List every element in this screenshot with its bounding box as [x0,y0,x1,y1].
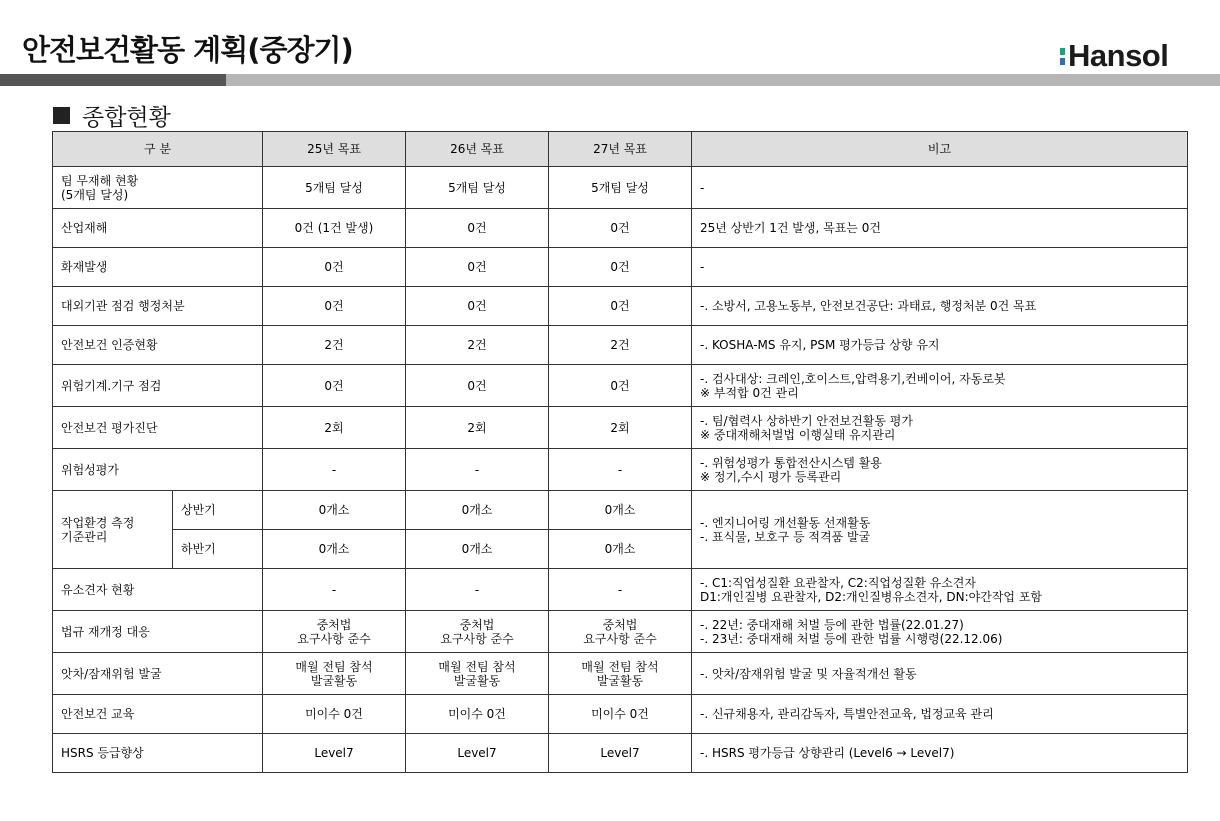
cell-26: 0건 [406,248,549,287]
table-row [53,449,1188,491]
table-row [53,248,1188,287]
row-label: 화재발생 [53,248,263,287]
cell-26: 0건 [406,209,549,248]
cell-26: 0건 [406,365,549,407]
table-row [53,611,1188,653]
cell-note: -. 팀/협력사 상하반기 안전보건활동 평가 ※ 중대재해처벌법 이행실태 유지관리 [692,407,1188,449]
cell-27: 매월 전팀 참석 발굴활동 [549,653,692,695]
cell-25: 미이수 0건 [263,695,406,734]
cell-25: - [263,449,406,491]
cell-27: 0건 [549,209,692,248]
cell-25: 5개팀 달성 [263,167,406,209]
cell-27: - [549,449,692,491]
cell-25: 0개소 [263,491,406,530]
row-label: 법규 재개정 대응 [53,611,263,653]
table-row [53,734,1188,773]
square-bullet-icon [53,107,70,124]
row-label: 안전보건 교육 [53,695,263,734]
row-label: 안전보건 인증현황 [53,326,263,365]
logo-mark-icon [1060,48,1065,65]
cell-note: -. HSRS 평가등급 상향관리 (Level6 → Level7) [692,734,1188,773]
cell-26: 0개소 [406,491,549,530]
cell-27: 중처법 요구사항 준수 [549,611,692,653]
row-label: 위험기계.기구 점검 [53,365,263,407]
row-sublabel: 상반기 [173,491,263,530]
page-title: 안전보건활동 계획(중장기) [22,33,353,67]
section-label: 종합현황 [82,105,171,131]
header-category: 구 분 [53,132,263,167]
header-divider-dark [0,74,226,86]
cell-27: 0개소 [549,491,692,530]
cell-27: 0건 [549,287,692,326]
cell-note: -. 위험성평가 통합전산시스템 활용 ※ 정기,수시 평가 등록관리 [692,449,1188,491]
row-label: 산업재해 [53,209,263,248]
table-row [53,365,1188,407]
row-label: 대외기관 점검 행정처분 [53,287,263,326]
cell-25: - [263,569,406,611]
cell-26: 2건 [406,326,549,365]
cell-note: -. 엔지니어링 개선활동 선재활동 -. 표식물, 보호구 등 적격품 발굴 [692,491,1188,569]
header-27: 27년 목표 [549,132,692,167]
row-label: 작업환경 측정 기준관리 [53,491,173,569]
row-label: 위험성평가 [53,449,263,491]
cell-26: 0건 [406,287,549,326]
cell-27: 5개팀 달성 [549,167,692,209]
cell-note: -. KOSHA-MS 유지, PSM 평가등급 상향 유지 [692,326,1188,365]
row-label: 유소견자 현황 [53,569,263,611]
row-sublabel: 하반기 [173,530,263,569]
table-header-row [53,132,1188,167]
cell-note: -. 앗차/잠재위험 발굴 및 자율적개선 활동 [692,653,1188,695]
header-divider-light [226,74,1220,86]
cell-27: 2건 [549,326,692,365]
cell-25: Level7 [263,734,406,773]
cell-note: -. 검사대상: 크레인,호이스트,압력용기,컨베이어, 자동로봇 ※ 부적합 0건 관리 [692,365,1188,407]
table-row [53,167,1188,209]
table-row [53,695,1188,734]
header-26: 26년 목표 [406,132,549,167]
cell-25: 0건 [263,248,406,287]
table-row [53,491,1188,530]
cell-26: - [406,449,549,491]
row-label: 팀 무재해 현황 (5개팀 달성) [53,167,263,209]
row-label: 앗차/잠재위험 발굴 [53,653,263,695]
table-row [53,287,1188,326]
row-label: 안전보건 평가진단 [53,407,263,449]
header-remarks: 비고 [692,132,1188,167]
summary-table [52,131,1188,773]
table-row [53,209,1188,248]
table-row [53,326,1188,365]
cell-26: 5개팀 달성 [406,167,549,209]
cell-25: 0개소 [263,530,406,569]
cell-26: 미이수 0건 [406,695,549,734]
cell-27: 미이수 0건 [549,695,692,734]
cell-27: Level7 [549,734,692,773]
cell-note: -. 소방서, 고용노동부, 안전보건공단: 과태료, 행정처분 0건 목표 [692,287,1188,326]
hansol-logo [1060,38,1168,74]
cell-26: 중처법 요구사항 준수 [406,611,549,653]
cell-note: -. 신규채용자, 관리감독자, 특별안전교육, 법정교육 관리 [692,695,1188,734]
cell-note: - [692,167,1188,209]
cell-25: 0건 [263,365,406,407]
cell-note: -. 22년: 중대재해 처벌 등에 관한 법률(22.01.27) -. 23년: 중대재해 처벌 등에 관한 법률 시행령(22.12.06) [692,611,1188,653]
cell-25: 매월 전팀 참석 발굴활동 [263,653,406,695]
cell-27: - [549,569,692,611]
cell-note: -. C1:직업성질환 요관찰자, C2:직업성질환 유소견자 D1:개인질병 요관찰자, D2:개인질병유소견자, DN:야간작업 포함 [692,569,1188,611]
table-row [53,407,1188,449]
cell-26: 2회 [406,407,549,449]
cell-note: 25년 상반기 1건 발생, 목표는 0건 [692,209,1188,248]
cell-26: - [406,569,549,611]
cell-27: 0건 [549,365,692,407]
cell-27: 0개소 [549,530,692,569]
cell-25: 2회 [263,407,406,449]
cell-27: 0건 [549,248,692,287]
cell-26: 0개소 [406,530,549,569]
section-heading [53,99,171,132]
table-row [53,653,1188,695]
cell-25: 0건 [263,287,406,326]
cell-25: 중처법 요구사항 준수 [263,611,406,653]
row-label: HSRS 등급향상 [53,734,263,773]
cell-26: 매월 전팀 참석 발굴활동 [406,653,549,695]
cell-note: - [692,248,1188,287]
header-25: 25년 목표 [263,132,406,167]
cell-27: 2회 [549,407,692,449]
table-row [53,569,1188,611]
cell-26: Level7 [406,734,549,773]
cell-25: 2건 [263,326,406,365]
logo-text: Hansol [1068,38,1169,73]
cell-25: 0건 (1건 발생) [263,209,406,248]
